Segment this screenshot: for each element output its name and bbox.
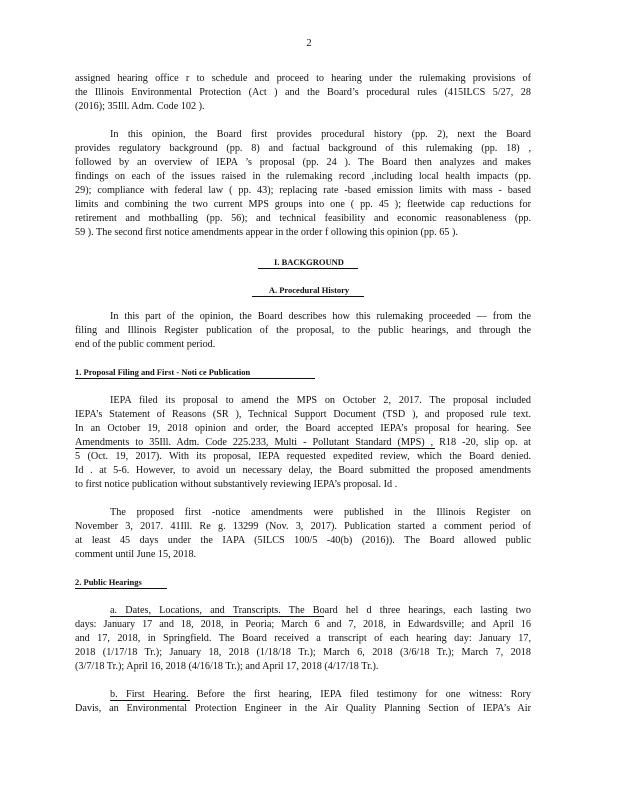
subheading-public-hearings: 2. Public Hearings (75, 577, 142, 587)
citation-underline (75, 448, 435, 449)
para4-line: IEPA’s Statement of Reasons (SR ), Technical Support Document (TSD ), and proposed rule text. (75, 409, 531, 420)
page-number: 2 (306, 38, 312, 49)
subsection-heading-procedural-history: A. Procedural History (268, 285, 350, 295)
para1-line: (2016); 35Ill. Adm. Code 102 ). (75, 101, 205, 112)
para4-line: Id . at 5-6. However, to avoid un necessary delay, the Board submitted the proposed amendments (75, 465, 531, 476)
para3-line: In this part of the opinion, the Board describes how this rulemaking proceeded — from the (110, 311, 531, 322)
para5-line: comment until June 15, 2018. (75, 549, 197, 560)
para3-line: filing and Illinois Register publication of the proposal, to the public hearings, and through the (75, 325, 531, 336)
para2-line: 29); compliance with federal law ( pp. 43); replacing rate -based emission limits with mass - based (75, 185, 531, 196)
heading-underline (252, 296, 364, 297)
heading-underline (258, 268, 358, 269)
para3-line: end of the public comment period. (75, 339, 216, 350)
heading-underline (75, 588, 167, 589)
para6-line: (3/7/18 Tr.); April 16, 2018 (4/16/18 Tr.); and April 17, 2018 (4/17/18 Tr.). (75, 661, 379, 672)
para5-line: The proposed first -notice amendments were published in the Illinois Register on (110, 507, 531, 518)
para6-line: days: January 17 and 18, 2018, in Peoria; March 6 and 7, 2018, in Edwardsville; and April 16 (75, 619, 531, 630)
para4-line: IEPA filed its proposal to amend the MPS on October 2, 2017. The proposal included (110, 395, 531, 406)
para6-line: and 17, 2018, in Springfield. The Board received a transcript of each hearing day: January 17, (75, 633, 531, 644)
para4-line: In an October 19, 2018 opinion and order, the Board accepted IEPA’s proposal for hearing. See (75, 423, 531, 434)
para4-line: to first notice publication without substantively reviewing IEPA’s proposal. Id . (75, 479, 398, 490)
para2-line: In this opinion, the Board first provides procedural history (pp. 2), next the Board (110, 129, 531, 140)
para5-line: November 3, 2017. 41Ill. Re g. 13299 (Nov. 3, 2017). Publication started a comment period of (75, 521, 531, 532)
para2-line: 59 ). The second first notice amendments appear in the order f ollowing this opinion (pp. 65 ). (75, 227, 458, 238)
para1-line: assigned hearing office r to schedule and proceed to hearing under the rulemaking provisions of (75, 73, 531, 84)
heading-underline (110, 700, 190, 701)
section-heading-background: I. BACKGROUND (274, 257, 344, 267)
para4-line: 5 (Oct. 19, 2017). With its proposal, IEPA requested expedited review, which the Board denied. (75, 451, 531, 462)
para7-line: Davis, an Environmental Protection Engineer in the Air Quality Planning Section of IEPA’s Air (75, 703, 531, 714)
para2-line: provides regulatory background (pp. 8) and factual background of this rulemaking (pp. 18) , (75, 143, 531, 154)
para2-line: limits and combining the two current MPS groups into one ( pp. 45 ); fleetwide cap reductions for (75, 199, 531, 210)
para2-line: findings on each of the issues raised in the rulemaking record ,including local health impacts (pp. (75, 171, 531, 182)
para4-line: Amendments to 35Ill. Adm. Code 225.233, Multi - Pollutant Standard (MPS) , R18 -20, slip op. at (75, 437, 531, 448)
subheading-proposal-filing: 1. Proposal Filing and First - Noti ce Publication (75, 367, 251, 377)
heading-underline (75, 378, 315, 379)
para5-line: at least 45 days under the IAPA (5ILCS 100/5 -40(b) (2016)). The Board allowed public (75, 535, 531, 546)
para1-line: the Illinois Environmental Protection (Act ) and the Board’s procedural rules (415ILCS 5/27, 28 (75, 87, 531, 98)
para2-line: retirement and mothballing (pp. 56); and technical feasibility and economic reasonableness (pp. (75, 213, 531, 224)
para6-line: a. Dates, Locations, and Transcripts. The Board hel d three hearings, each lasting two (110, 605, 531, 616)
heading-underline (110, 616, 324, 617)
para6-line: 2018 (1/17/18 Tr.); January 18, 2018 (1/18/18 Tr.); March 6, 2018 (3/6/18 Tr.); March 7, 2018 (75, 647, 531, 658)
para2-line: followed by an overview of IEPA ’s proposal (pp. 24 ). The Board then analyzes and makes (75, 157, 531, 168)
para7-line: b. First Hearing. Before the first hearing, IEPA filed testimony for one witness: Rory (110, 689, 531, 700)
